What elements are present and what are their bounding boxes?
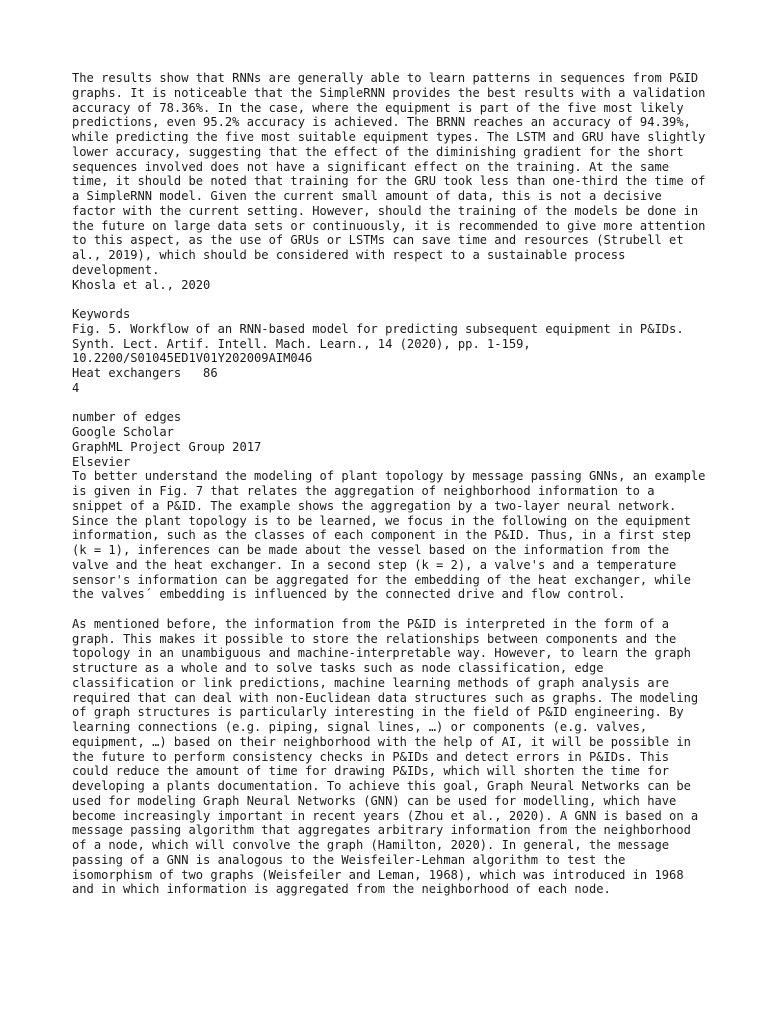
table-row-heat-exchangers: Heat exchangers 86 xyxy=(72,366,218,380)
label-graphml-project: GraphML Project Group 2017 xyxy=(72,439,262,454)
gnn-example-paragraph: To better understand the modeling of plant topology by message passing GNNs, an example is given in Fig. 7 that relates the aggregation of neighborhood information to a snippet of a P&ID. The example shows the aggregation by a two-layer neural network. Since the plant topology is to be learned, we focus in the following on the equipment information, such as the classes of each component in the P&ID. Thus, in a first step (k = 1), inferences can be made about the vessel based on the information from the valve and the heat exchanger. In a second step (k = 2), a valve's and a temperature sensor's information can be aggregated for the embedding of the heat exchanger, while the valves´ embedding is influenced by the connected drive and flow control. xyxy=(72,469,713,602)
spacer xyxy=(72,292,712,307)
label-elsevier: Elsevier xyxy=(72,454,131,469)
spacer xyxy=(72,396,712,411)
label-google-scholar: Google Scholar xyxy=(72,425,174,439)
reference-doi: 10.2200/S01045ED1V01Y202009AIM046 xyxy=(72,351,313,366)
citation-khosla: Khosla et al., 2020 xyxy=(72,277,211,292)
graph-interpretation-paragraph: As mentioned before, the information from the P&ID is interpreted in the form of a graph. This makes it possible to store the relationships between components and the topology in an unambiguous and machine-interpretable way. However, to learn the graph structure as a whole and to solve tasks such as node classification, edge classification or link predictions, machine learning methods of graph analysis are required that can deal with non-Euclidean data structures such as graphs. The modeling of graph structures is particularly interesting in the field of P&ID engineering. By learning connections (e.g. piping, signal lines, …) or components (e.g. valves, equipment, …) based on their neighborhood with the help of AI, it will be possible in the future to perform consistency checks in P&IDs and detect errors in P&IDs. This could reduce the amount of time for drawing P&IDs, which will shorten the time for developing a plants documentation. To achieve this goal, Graph Neural Networks can be used for modeling Graph Neural Networks (GNN) can be used for modelling, which have become increasingly important in recent years (Zhou et al., 2020). A GNN is based on a message passing algorithm that aggregates arbitrary information from the neighborhood of a node, which will convolve the graph (Hamilton, 2020). In general, the message passing of a GNN is analogous to the Weisfeiler-Lehman algorithm to test the isomorphism of two graphs (Weisfeiler and Leman, 1968), which was introduced in 1968 and in which information is aggregated from the neighborhood of each node. xyxy=(72,616,706,897)
table-value: 4 xyxy=(72,380,80,395)
spacer xyxy=(72,602,712,617)
document-page xyxy=(72,71,712,897)
figure-caption: Fig. 5. Workflow of an RNN-based model for predicting subsequent equipment in P&IDs. xyxy=(72,321,684,336)
reference-journal: Synth. Lect. Artif. Intell. Mach. Learn., 14 (2020), pp. 1-159, xyxy=(72,336,531,351)
label-number-of-edges: number of edges xyxy=(72,410,182,425)
results-paragraph: The results show that RNNs are generally able to learn patterns in sequences from P&ID graphs. It is noticeable that the SimpleRNN provides the best results with a validation accuracy of 78.36%. In the case, where the equipment is part of the five most likely predictions, even 95.2% accuracy is achieved. The BRNN reaches an accuracy of 94.39%, while predicting the five most suitable equipment types. The LSTM and GRU have slightly lower accuracy, suggesting that the effect of the diminishing gradient for the short sequences involved does not have a significant effect on the training. At the same time, it should be noted that training for the GRU took less than one-third the time of a SimpleRNN model. Given the current small amount of data, this is not a decisive factor with the current setting. However, should the training of the models be done in the future on large data sets or continuously, it is recommended to give more attention to this aspect, as the use of GRUs or LSTMs can save time and resources (Strubell et al., 2019), which should be considered with respect to a sustainable process development. xyxy=(72,71,713,277)
keywords-label: Keywords xyxy=(72,307,131,321)
